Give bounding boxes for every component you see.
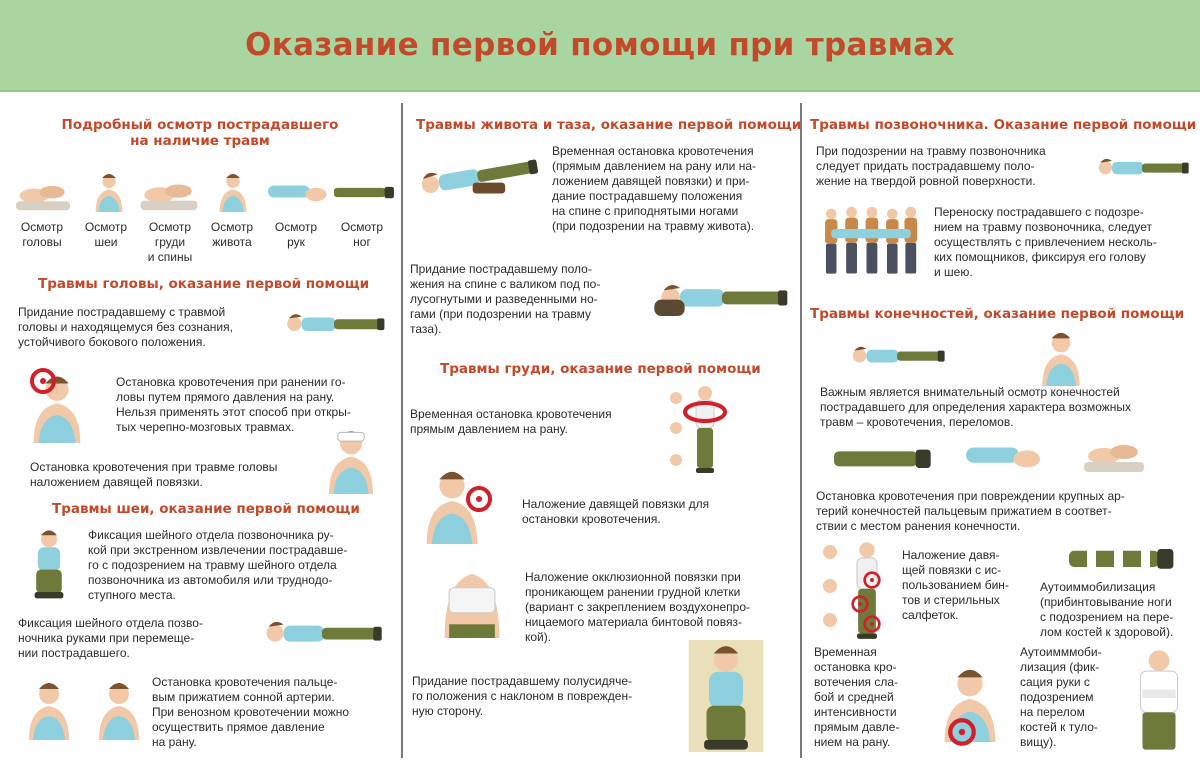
neck-text-2: Фиксация шейного отдела позво- ночника руками при перемеще- нии пострадавшего. [18, 616, 203, 660]
head-text-2: Остановка кровотечения при ранении го- ловы путем прямого давления на рану. Нельзя применять этот способ при откры- тых черепно-мозговых травмах. [116, 375, 351, 434]
exam-label-arms: Осмотр рук [274, 220, 318, 249]
pelvis-position-illustration [652, 270, 792, 320]
head-text-3: Остановка кровотечения при травме головы наложением давящей повязки. [30, 460, 278, 489]
arm-pressure-illustration-2 [1074, 434, 1154, 474]
recovery-position-illustration [278, 304, 390, 340]
abdomen-text-1: Временная остановка кровотечения (прямым давлением на рану или на- ложением давящей повязки) и при- дание пострадавшему положения на спине с приподнятыми ногами (при подозрении на травму живота). [552, 144, 757, 233]
neck-extraction-illustration [16, 528, 82, 600]
leg-splint-illustration [1058, 540, 1188, 576]
occlusive-dressing-illustration [436, 558, 508, 638]
exam-label-abdomen: Осмотр живота [210, 220, 254, 249]
head-pressure-illustration [18, 360, 106, 446]
neck-fixation-illustration [258, 600, 386, 662]
exam-neck-illustration [80, 172, 138, 212]
chest-text-4: Придание пострадавшему полусидяче- го положения с наклоном в поврежден- ную сторону. [412, 674, 633, 718]
arm-pressure-illustration [966, 438, 1042, 476]
chest-text-2: Наложение давящей повязки для остановки кровотечения. [522, 497, 710, 526]
chest-injuries-title: Травмы груди, оказание первой помощи [440, 361, 761, 377]
carotid-pressure-illustration-1 [16, 680, 82, 740]
pressure-bandage-illustration [820, 538, 898, 640]
chest-pressure-illustration [664, 384, 746, 474]
exam-label-head: Осмотр головы [20, 220, 64, 249]
exam-label-chest: Осмотр груди и спины [147, 220, 193, 264]
exam-abdomen-illustration [204, 172, 262, 212]
column-divider-1 [401, 103, 403, 758]
page-title: Оказание первой помощи при травмах [245, 27, 955, 63]
spine-injuries-title: Травмы позвоночника. Оказание первой помощи [810, 117, 1197, 133]
head-injuries-title: Травмы головы, оказание первой помощи [38, 276, 370, 292]
chest-bandage-illustration [414, 458, 506, 546]
semi-sitting-illustration [688, 640, 764, 752]
limbs-exam-illustration-2 [1028, 330, 1094, 386]
exam-label-neck: Осмотр шеи [84, 220, 128, 249]
limbs-text-3: Наложение давя- щей повязки с ис- пользованием бин- тов и стерильных салфеток. [902, 548, 1009, 622]
limbs-text-5: Временная остановка кро- вотечения сла- бой и средней интенсивности прямым давле- нием на рану. [814, 645, 900, 749]
limbs-text-6: Аутоимммоби- лизация (фик- сация руки с подозрением на перелом костей к туло- вищу). [1020, 645, 1102, 749]
exam-chest-illustration [140, 174, 198, 212]
spine-flat-surface-illustration [1092, 146, 1192, 186]
limbs-injuries-title: Травмы конечностей, оказание первой помощи [810, 306, 1185, 322]
spine-carry-illustration [818, 205, 924, 279]
column-divider-2 [800, 103, 802, 758]
head-text-1: Придание пострадавшему с травмой головы и находящемуся без сознания, устойчивого бокового положения. [18, 305, 233, 349]
limbs-exam-illustration-1 [846, 334, 948, 374]
limbs-text-2: Остановка кровотечения при повреждении крупных ар- терий конечностей пальцевым прижатием в соответ- ствии с местом ранения конечности. [816, 489, 1125, 533]
head-bandage-illustration [318, 428, 384, 494]
exam-section-title: Подробный осмотр пострадавшего на наличие травм [61, 117, 339, 149]
limbs-text-4: Аутоиммобилизация (прибинтовывание ноги с подозрением на пере- лом костей к здоровой). [1040, 580, 1174, 639]
exam-arms-illustration [268, 174, 328, 212]
spine-text-2: Переноску пострадавшего с подозре- нием на травму позвоночника, следует осуществлять с привлечением несколь- ких помощников, фиксируя его голову и шею. [934, 205, 1157, 279]
exam-head-illustration [14, 176, 72, 212]
arm-immobilization-illustration [1128, 648, 1190, 752]
exam-legs-illustration [334, 174, 396, 210]
direct-pressure-illustration [926, 646, 1012, 754]
neck-injuries-title: Травмы шеи, оказание первой помощи [52, 501, 360, 517]
chest-text-3: Наложение окклюзионной повязки при проникающем ранении грудной клетки (вариант с закреплением воздухонепро- ницаемого материала бинтовой повяз- кой). [525, 570, 750, 644]
legs-raised-illustration [412, 148, 542, 200]
abdomen-injuries-title: Травмы живота и таза, оказание первой помощи [416, 117, 802, 133]
exam-label-legs: Осмотр ног [340, 220, 384, 249]
limbs-text-1: Важным является внимательный осмотр конечностей пострадавшего для определения характера возможных травм – кровотечения, переломов. [820, 385, 1132, 429]
title-banner [0, 0, 1200, 92]
spine-text-1: При подозрении на травму позвоночника следует придать пострадавшему поло- жение на твердой ровной поверхности. [816, 144, 1046, 188]
neck-text-1: Фиксация шейного отдела позвоночника ру- кой при экстренном извлечении пострадавше- го с подозрением на травму шейного отдела позвоночника из автомобиля или труднодо- ступного места. [88, 528, 348, 602]
leg-pressure-illustration [834, 438, 934, 478]
neck-text-3: Остановка кровотечения пальце- вым прижатием сонной артерии. При венозном кровотечении можно осуществить прямое давление на рану. [152, 675, 350, 749]
chest-text-1: Временная остановка кровотечения прямым давлением на рану. [410, 407, 612, 436]
carotid-pressure-illustration-2 [86, 680, 152, 740]
abdomen-text-2: Придание пострадавшему поло- жения на спине с валиком под по- лусогнутыми и разведенными но- гами (при подозрении на травму таза). [410, 262, 601, 336]
